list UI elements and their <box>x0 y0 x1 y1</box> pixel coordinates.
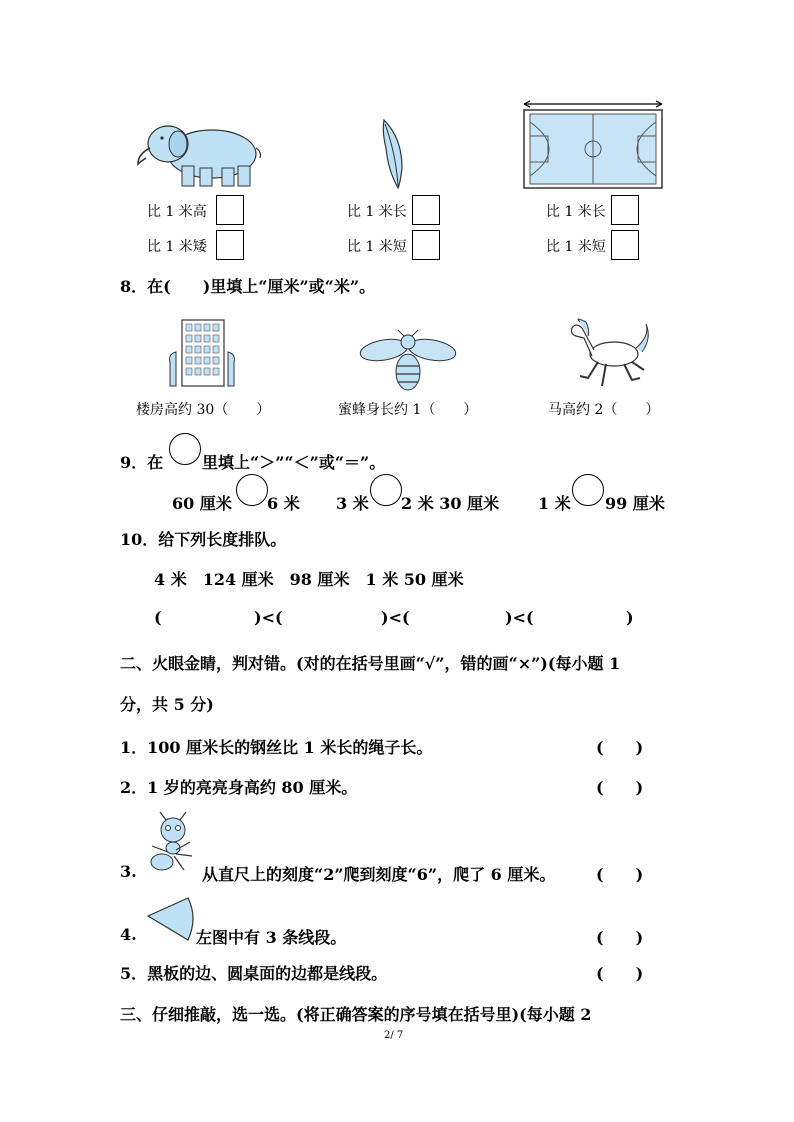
building-icon <box>168 318 236 388</box>
judge-item-5: 5．黑板的边、圆桌面的边都是线段。 <box>120 964 388 983</box>
q9-title-suffix: 里填上“＞”“＜”或“＝”。 <box>202 453 386 472</box>
basketball-court-icon <box>522 98 664 190</box>
judge-paren-4[interactable]: ( ) <box>596 928 644 947</box>
q10-lengths: 4 米 124 厘米 98 厘米 1 米 50 厘米 <box>154 570 464 589</box>
section3-title: 三、仔细推敲，选一选。(将正确答案的序号填在括号里)(每小题 2 <box>120 1005 592 1024</box>
q10-blank-sep-2: )<( <box>381 608 410 627</box>
answer-box[interactable] <box>216 195 244 225</box>
q9-title-prefix: 9．在 <box>120 453 164 472</box>
judge-item-4: 左图中有 3 条线段。 <box>196 928 347 947</box>
judge-paren-5[interactable]: ( ) <box>596 964 644 983</box>
answer-box[interactable] <box>611 230 639 260</box>
answer-box[interactable] <box>216 230 244 260</box>
horse-icon <box>566 318 652 390</box>
judge-paren-3[interactable]: ( ) <box>596 865 644 884</box>
feather-label-low: 比 1 米短 <box>347 239 407 255</box>
bee-icon <box>360 330 456 392</box>
judge-item-2: 2．1 岁的亮亮身高约 80 厘米。 <box>120 778 358 797</box>
compare-circle[interactable] <box>370 474 402 506</box>
court-label-high: 比 1 米长 <box>546 204 606 220</box>
q9-compare-2-right: 2 米 30 厘米 <box>401 494 500 513</box>
answer-box[interactable] <box>412 230 440 260</box>
q10-title: 10．给下列长度排队。 <box>120 530 287 549</box>
judge-item-3: 从直尺上的刻度“2”爬到刻度“6”，爬了 6 厘米。 <box>202 865 556 884</box>
sector-shape-icon <box>146 896 196 942</box>
q9-compare-1-right: 6 米 <box>267 494 300 513</box>
q10-blank-sep-1: )<( <box>254 608 283 627</box>
q9-compare-1-left: 60 厘米 <box>172 494 232 513</box>
q9-compare-3-right: 99 厘米 <box>605 494 665 513</box>
feather-label-high: 比 1 米长 <box>347 204 407 220</box>
elephant-label-high: 比 1 米高 <box>147 204 207 220</box>
judge-item-4-num: 4. <box>120 925 137 944</box>
q8-item-horse: 马高约 2（ ） <box>548 402 660 418</box>
q10-blank-sep-3: )<( <box>505 608 534 627</box>
judge-item-1: 1．100 厘米长的钢丝比 1 米长的绳子长。 <box>120 738 433 757</box>
judge-paren-2[interactable]: ( ) <box>596 778 644 797</box>
section2-title-line1: 二、火眼金睛，判对错。(对的在括号里画“√”，错的画“×”)(每小题 1 <box>120 654 621 673</box>
compare-circle[interactable] <box>572 474 604 506</box>
q8-title: 8．在( )里填上“厘米”或“米”。 <box>120 277 376 296</box>
q10-blank-close: ) <box>626 608 634 627</box>
ant-icon <box>146 812 202 874</box>
answer-box[interactable] <box>611 195 639 225</box>
q9-compare-2-left: 3 米 <box>336 494 369 513</box>
answer-box[interactable] <box>412 195 440 225</box>
judge-paren-1[interactable]: ( ) <box>596 738 644 757</box>
q8-item-bee: 蜜蜂身长约 1（ ） <box>338 402 478 418</box>
elephant-label-low: 比 1 米矮 <box>147 239 207 255</box>
court-label-low: 比 1 米短 <box>546 239 606 255</box>
compare-circle-icon <box>169 433 201 465</box>
compare-circle[interactable] <box>236 474 268 506</box>
q10-blank-open: ( <box>154 608 162 627</box>
q8-item-building: 楼房高约 30（ ） <box>136 402 271 418</box>
page-number: 2/ 7 <box>384 1030 404 1041</box>
elephant-icon <box>134 118 264 190</box>
feather-icon <box>378 118 408 190</box>
section2-title-line2: 分，共 5 分) <box>120 695 214 714</box>
judge-item-3-num: 3. <box>120 862 137 881</box>
q9-compare-3-left: 1 米 <box>538 494 571 513</box>
